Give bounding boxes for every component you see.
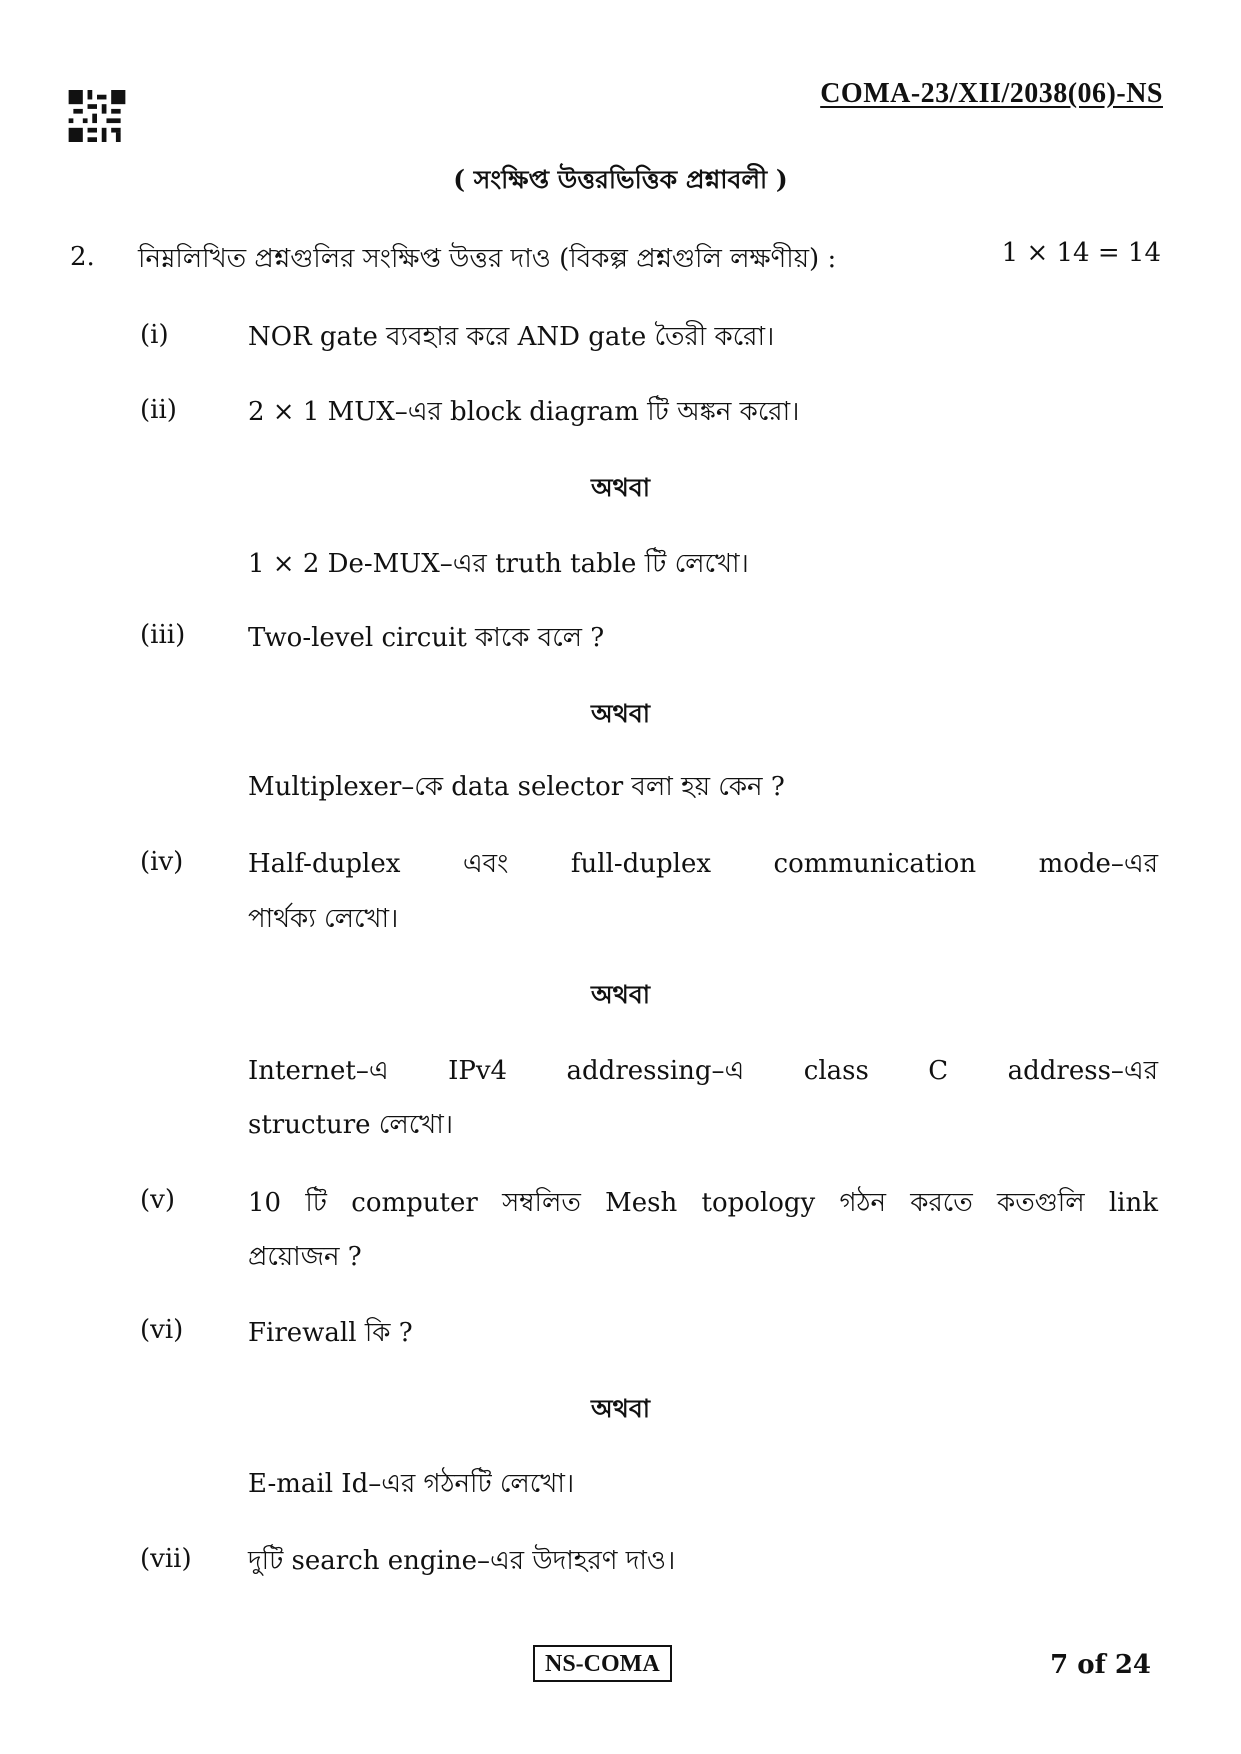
item-text-vi: Firewall কি ? xyxy=(248,1318,413,1348)
qr-code-icon xyxy=(68,90,126,142)
item-text-iv-line1: Half-duplex এবং full-duplex communication mode–এর xyxy=(248,849,1158,879)
alternative-label: অথবা xyxy=(590,1394,650,1423)
alternative-label: অথবা xyxy=(590,699,650,728)
item-text-iv-line2: পার্থক্য লেখো। xyxy=(248,904,399,934)
item-label-vi: (vi) xyxy=(140,1315,184,1345)
item-text-iii: Two-level circuit কাকে বলে ? xyxy=(248,623,605,653)
item-label-v: (v) xyxy=(140,1185,175,1215)
footer-code: NS-COMA xyxy=(533,1645,672,1682)
item-alt-iii: Multiplexer–কে data selector বলা হয় কেন ? xyxy=(248,772,785,802)
section-title: ( সংক্ষিপ্ত উত্তরভিত্তিক প্রশ্নাবলী ) xyxy=(453,165,788,194)
item-label-i: (i) xyxy=(140,320,169,350)
item-text-vii: দুটি search engine–এর উদাহরণ দাও। xyxy=(248,1546,676,1576)
question-instruction: নিম্নলিখিত প্রশ্নগুলির সংক্ষিপ্ত উত্তর দাও (বিকল্প প্রশ্নগুলি লক্ষণীয়) : xyxy=(138,244,837,274)
item-label-ii: (ii) xyxy=(140,395,177,425)
item-text-ii: 2 × 1 MUX–এর block diagram টি অঙ্কন করো। xyxy=(248,397,800,427)
item-alt-ii: 1 × 2 De-MUX–এর truth table টি লেখো। xyxy=(248,549,749,579)
item-text-v-line2: প্রয়োজন ? xyxy=(248,1242,362,1272)
item-text-i: NOR gate ব্যবহার করে AND gate তৈরী করো। xyxy=(248,322,775,352)
paper-code: COMA-23/XII/2038(06)-NS xyxy=(820,78,1163,109)
item-label-iii: (iii) xyxy=(140,620,186,650)
item-alt-iv-line2: structure লেখো। xyxy=(248,1110,454,1140)
item-text-v-line1: 10 টি computer সম্বলিত Mesh topology গঠন করতে কতগুলি link xyxy=(248,1188,1158,1218)
question-marks: 1 × 14 = 14 xyxy=(1001,238,1161,268)
item-label-iv: (iv) xyxy=(140,847,184,877)
question-number: 2. xyxy=(70,242,95,272)
alternative-label: অথবা xyxy=(590,473,650,502)
item-alt-iv-line1: Internet–এ IPv4 addressing–এ class C address–এর xyxy=(248,1056,1158,1086)
item-alt-vi: E-mail Id–এর গঠনটি লেখো। xyxy=(248,1469,575,1499)
alternative-label: অথবা xyxy=(590,980,650,1009)
item-label-vii: (vii) xyxy=(140,1544,192,1574)
page-number: 7 of 24 xyxy=(1050,1650,1151,1680)
